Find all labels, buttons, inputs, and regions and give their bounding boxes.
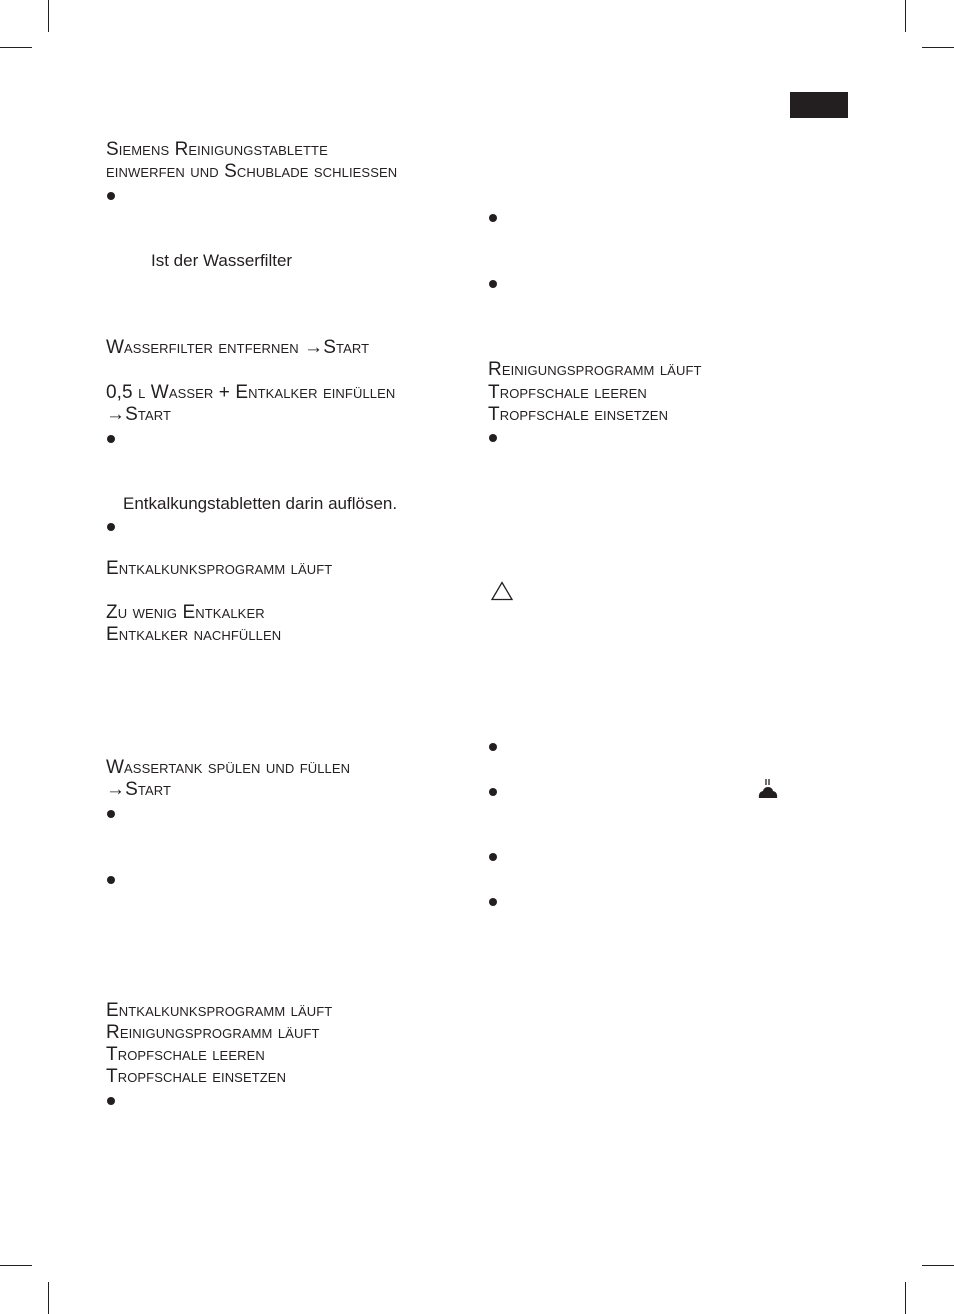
display-message: Entkalkunksprogramm läuft — [106, 1000, 333, 1021]
crop-mark — [0, 47, 32, 48]
display-message: Entkalker nachfüllen — [106, 624, 282, 645]
bullet — [107, 435, 115, 443]
crop-mark — [905, 1282, 906, 1314]
bullet — [489, 280, 497, 288]
bullet — [489, 788, 497, 796]
display-message: Wasserfilter entfernen →Start — [106, 337, 370, 358]
filter-note: Ist der Wasserfilter — [151, 251, 293, 270]
bullet — [489, 214, 497, 222]
bullet — [489, 434, 497, 442]
bullet — [107, 810, 115, 818]
crop-mark — [922, 47, 954, 48]
bullet — [107, 523, 115, 531]
display-message: →Start — [106, 779, 172, 800]
display-message: Entkalkunksprogramm läuft — [106, 558, 333, 579]
warning-triangle-icon — [491, 581, 513, 601]
language-tab — [790, 92, 848, 118]
display-message: Reinigungsprogramm läuft — [106, 1022, 320, 1043]
crop-mark — [48, 0, 49, 32]
crop-mark — [48, 1282, 49, 1314]
display-message: Tropfschale leeren — [488, 382, 647, 403]
steam-icon — [757, 778, 779, 800]
dissolve-note: Entkalkungstabletten darin auflösen. — [123, 494, 398, 513]
display-message: Tropfschale einsetzen — [488, 404, 669, 425]
bullet — [489, 898, 497, 906]
display-message: Reinigungsprogramm läuft — [488, 359, 702, 380]
display-message: →Start — [106, 404, 172, 425]
display-message: Tropfschale leeren — [106, 1044, 265, 1065]
display-message: Tropfschale einsetzen — [106, 1066, 287, 1087]
crop-mark — [922, 1265, 954, 1266]
display-message: Zu wenig Entkalker — [106, 602, 265, 623]
bullet — [107, 876, 115, 884]
bullet — [107, 1097, 115, 1105]
crop-mark — [905, 0, 906, 32]
display-message: Siemens Reinigungstablette — [106, 139, 328, 160]
display-message: einwerfen und Schublade schliessen — [106, 161, 398, 182]
bullet — [107, 192, 115, 200]
bullet — [489, 853, 497, 861]
crop-mark — [0, 1265, 32, 1266]
display-message: 0,5 l Wasser + Entkalker einfüllen — [106, 382, 396, 403]
display-message: Wassertank spülen und füllen — [106, 757, 351, 778]
bullet — [489, 743, 497, 751]
